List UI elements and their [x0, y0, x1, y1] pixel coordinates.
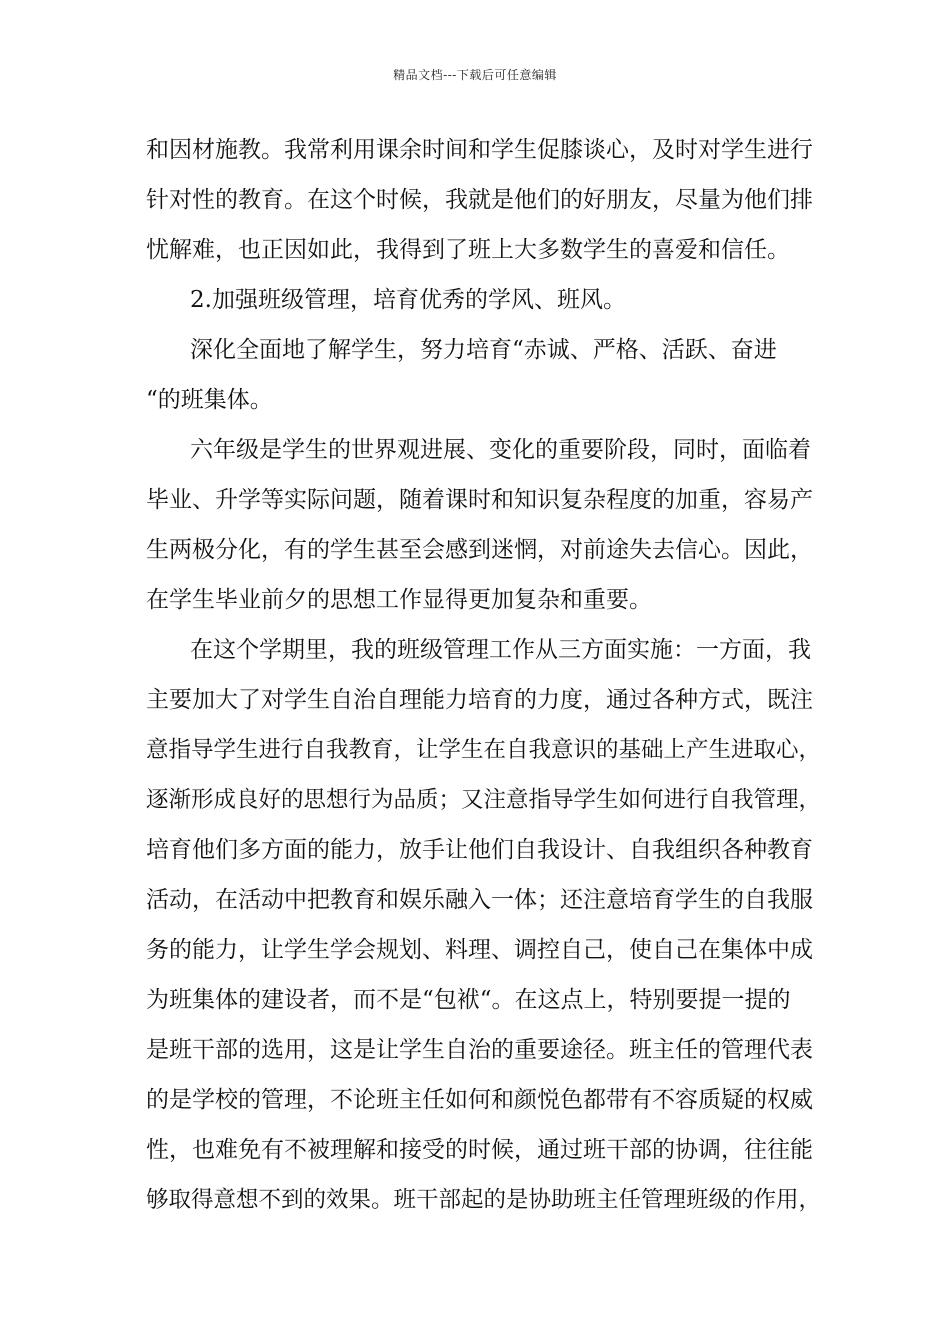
text-line: 务的能力，让学生学会规划、料理、调控自己，使自己在集体中成: [146, 937, 813, 963]
text-line: 够取得意想不到的效果。班干部起的是协助班主任管理班级的作用，: [146, 1187, 822, 1213]
text-line: 是班干部的选用，这是让学生自治的重要途径。班主任的管理代表: [146, 1037, 813, 1063]
text-line: 针对性的教育。在这个时候，我就是他们的好朋友，尽量为他们排: [146, 187, 813, 213]
text-line: 意指导学生进行自我教育，让学生在自我意识的基础上产生进取心，: [146, 737, 822, 763]
text-line: 忧解难，也正因如此，我得到了班上大多数学生的喜爱和信任。: [146, 237, 790, 263]
text-line: 在这个学期里，我的班级管理工作从三方面实施：一方面，我: [190, 637, 811, 663]
section-heading: 2.加强班级管理，培育优秀的学风、班风。: [190, 287, 626, 313]
page-header: 精品文档---下载后可任意编辑: [393, 68, 557, 82]
text-line: 的是学校的管理，不论班主任如何和颜悦色都带有不容质疑的权威: [146, 1087, 813, 1113]
text-line: 为班集体的建设者，而不是“包袱“。在这点上，特别要提一提的: [146, 987, 791, 1013]
text-line: 培育他们多方面的能力，放手让他们自我设计、自我组织各种教育: [146, 837, 813, 863]
text-line: “的班集体。: [146, 387, 273, 413]
text-line: 逐渐形成良好的思想行为品质；又注意指导学生如何进行自我管理，: [146, 787, 822, 813]
text-line: 主要加大了对学生自治自理能力培育的力度，通过各种方式，既注: [146, 687, 813, 713]
text-line: 和因材施教。我常利用课余时间和学生促膝谈心，及时对学生进行: [146, 137, 813, 163]
text-line: 深化全面地了解学生，努力培育“赤诚、严格、活跃、奋进: [190, 337, 777, 363]
text-line: 毕业、升学等实际问题，随着课时和知识复杂程度的加重，容易产: [146, 487, 813, 513]
text-line: 活动，在活动中把教育和娱乐融入一体；还注意培育学生的自我服: [146, 887, 813, 913]
text-line: 性，也难免有不被理解和接受的时候，通过班干部的协调，往往能: [146, 1137, 813, 1163]
text-line: 六年级是学生的世界观进展、变化的重要阶段，同时，面临着: [190, 437, 811, 463]
text-line: 生两极分化，有的学生甚至会感到迷惘，对前途失去信心。因此，: [146, 537, 813, 563]
text-line: 在学生毕业前夕的思想工作显得更加复杂和重要。: [146, 587, 652, 613]
